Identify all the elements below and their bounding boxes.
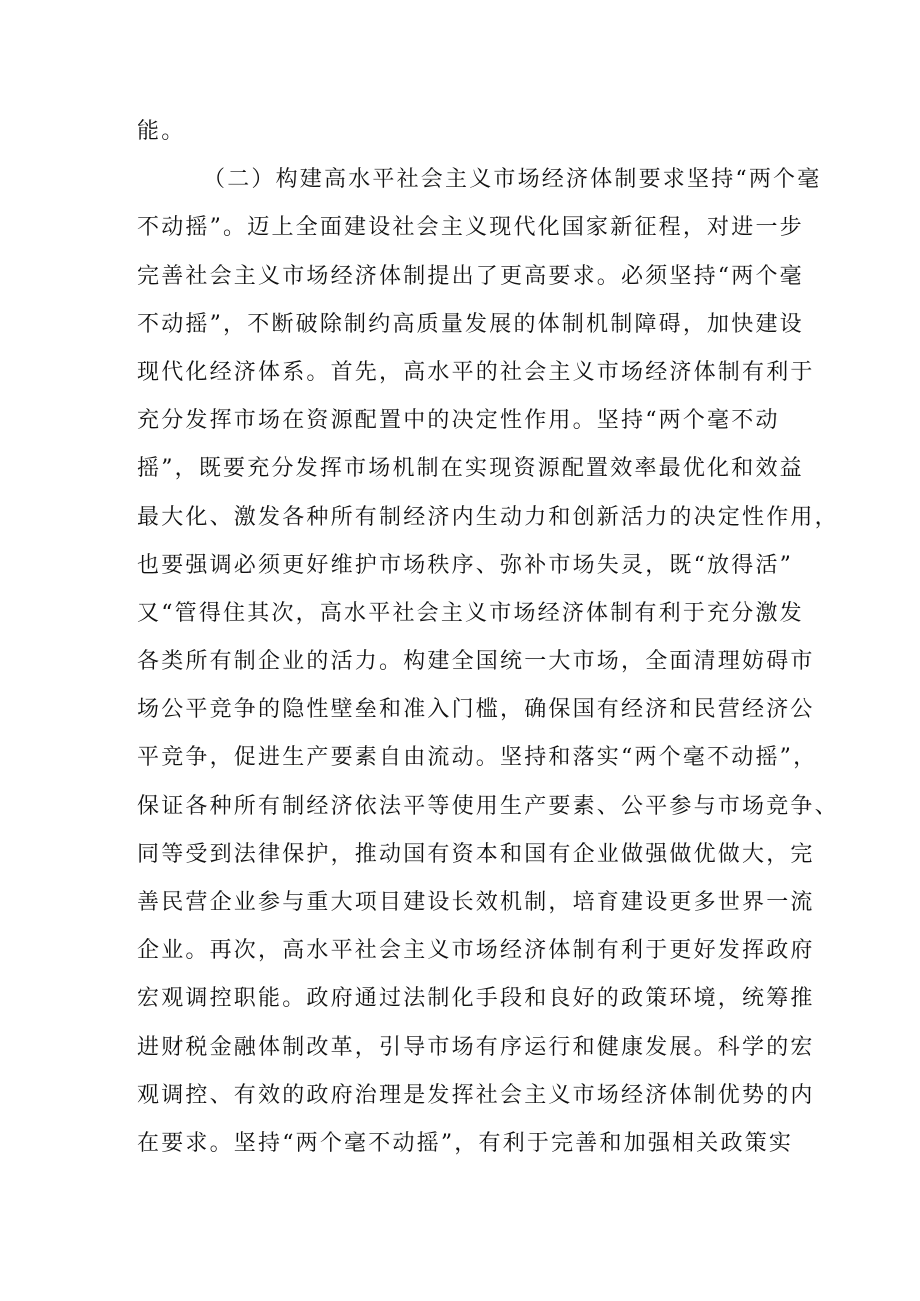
text-line: 善民营企业参与重大项目建设长效机制，培育建设更多世界一流 bbox=[137, 890, 815, 915]
text-line: 不动摇”，不断破除制约高质量发展的体制机制障碍，加快建设 bbox=[137, 311, 804, 337]
body-text bbox=[137, 108, 839, 1168]
text-line: 宏观调控职能。政府通过法制化手段和良好的政策环境，统筹推 bbox=[137, 986, 815, 1012]
text-line: 也要强调必须更好维护市场秩序、弥补市场失灵，既“放得活” bbox=[137, 552, 794, 578]
text-line: 场公平竞争的隐性壁垒和准入门槛，确保国有经济和民营经济公 bbox=[137, 697, 815, 723]
text-line: 不动摇”。迈上全面建设社会主义现代化国家新征程，对进一步 bbox=[137, 215, 804, 241]
section-heading-line: （二）构建高水平社会主义市场经济体制要求坚持“两个毫 bbox=[203, 167, 822, 193]
text-line: 进财税金融体制改革，引导市场有序运行和健康发展。科学的宏 bbox=[137, 1034, 815, 1060]
text-line: 能。 bbox=[137, 119, 186, 144]
text-line: 各类所有制企业的活力。构建全国统一大市场，全面清理妨碍市 bbox=[137, 649, 815, 675]
text-line: 在要求。坚持“两个毫不动摇”，有利于完善和加强相关政策实 bbox=[137, 1130, 794, 1156]
text-line: 平竞争，促进生产要素自由流动。坚持和落实“两个毫不动摇”， bbox=[137, 745, 818, 771]
text-line: 企业。再次，高水平社会主义市场经济体制有利于更好发挥政府 bbox=[137, 938, 815, 964]
text-line: 观调控、有效的政府治理是发挥社会主义市场经济体制优势的内 bbox=[137, 1082, 815, 1108]
text-line: 现代化经济体系。首先，高水平的社会主义市场经济体制有利于 bbox=[137, 359, 815, 385]
text-line: 又“管得住其次，高水平社会主义市场经济体制有利于充分激发 bbox=[137, 600, 804, 626]
text-line: 保证各种所有制经济依法平等使用生产要素、公平参与市场竞争、 bbox=[137, 793, 839, 819]
text-line: 充分发挥市场在资源配置中的决定性作用。坚持“两个毫不动 bbox=[137, 408, 780, 434]
text-line: 最大化、激发各种所有制经济内生动力和创新活力的决定性作用， bbox=[137, 504, 839, 530]
text-line: 完善社会主义市场经济体制提出了更高要求。必须坚持“两个毫 bbox=[137, 263, 804, 289]
text-line: 摇”，既要充分发挥市场机制在实现资源配置效率最优化和效益 bbox=[137, 456, 804, 482]
text-line: 同等受到法律保护，推动国有资本和国有企业做强做优做大，完 bbox=[137, 841, 815, 867]
